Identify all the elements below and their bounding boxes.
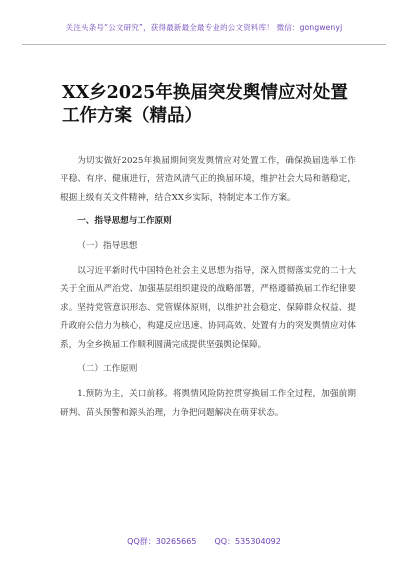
qq-text: QQ：535304092 xyxy=(214,537,281,546)
subsection-heading: （一）指导思想 xyxy=(77,240,138,251)
intro-paragraph: 为切实做好2025年换届期间突发舆情应对处置工作，确保换届选举工作平稳、有序、健康进行，营造风清气正的换届环境，维护社会大局和谐稳定，根据上级有关文件精神，结合XX乡实际，特制定本工作方案。 xyxy=(60,156,356,203)
guiding-thought-paragraph: 以习近平新时代中国特色社会主义思想为指导，深入贯彻落实党的二十大关于全面从严治党、加强基层组织建设的战略部署，严格遵循换届工作纪律要求。坚持党管意识形态、党管媒体原则，以维护社会稳定、保障群众权益、提升政府公信力为核心，构建反应迅速、协同高效、处置有力的突发舆情应对体系，为全乡换届工作顺利圆满完成提供坚强舆论保障。 xyxy=(60,266,356,350)
header-banner: 关注头条号“公文研究”，获得最新最全最专业的公文资料库！ 微信：gongwenyj xyxy=(65,23,343,32)
document-body xyxy=(60,152,356,422)
section-heading: 一、指导思想与工作原则 xyxy=(77,216,172,227)
footer-contact xyxy=(0,536,408,547)
header-divider xyxy=(22,44,386,45)
document-title: XX乡2025年换届突发舆情应对处置工作方案（精品） xyxy=(62,83,348,126)
qq-group-text: QQ群：30265665 xyxy=(127,537,197,546)
subsection-heading: （二）工作原则 xyxy=(77,364,138,375)
principle-paragraph: 1.预防为主，关口前移。将舆情风险防控贯穿换届工作全过程，加强前期研判、苗头预警和源头治理，力争把问题解决在萌芽状态。 xyxy=(60,389,356,418)
